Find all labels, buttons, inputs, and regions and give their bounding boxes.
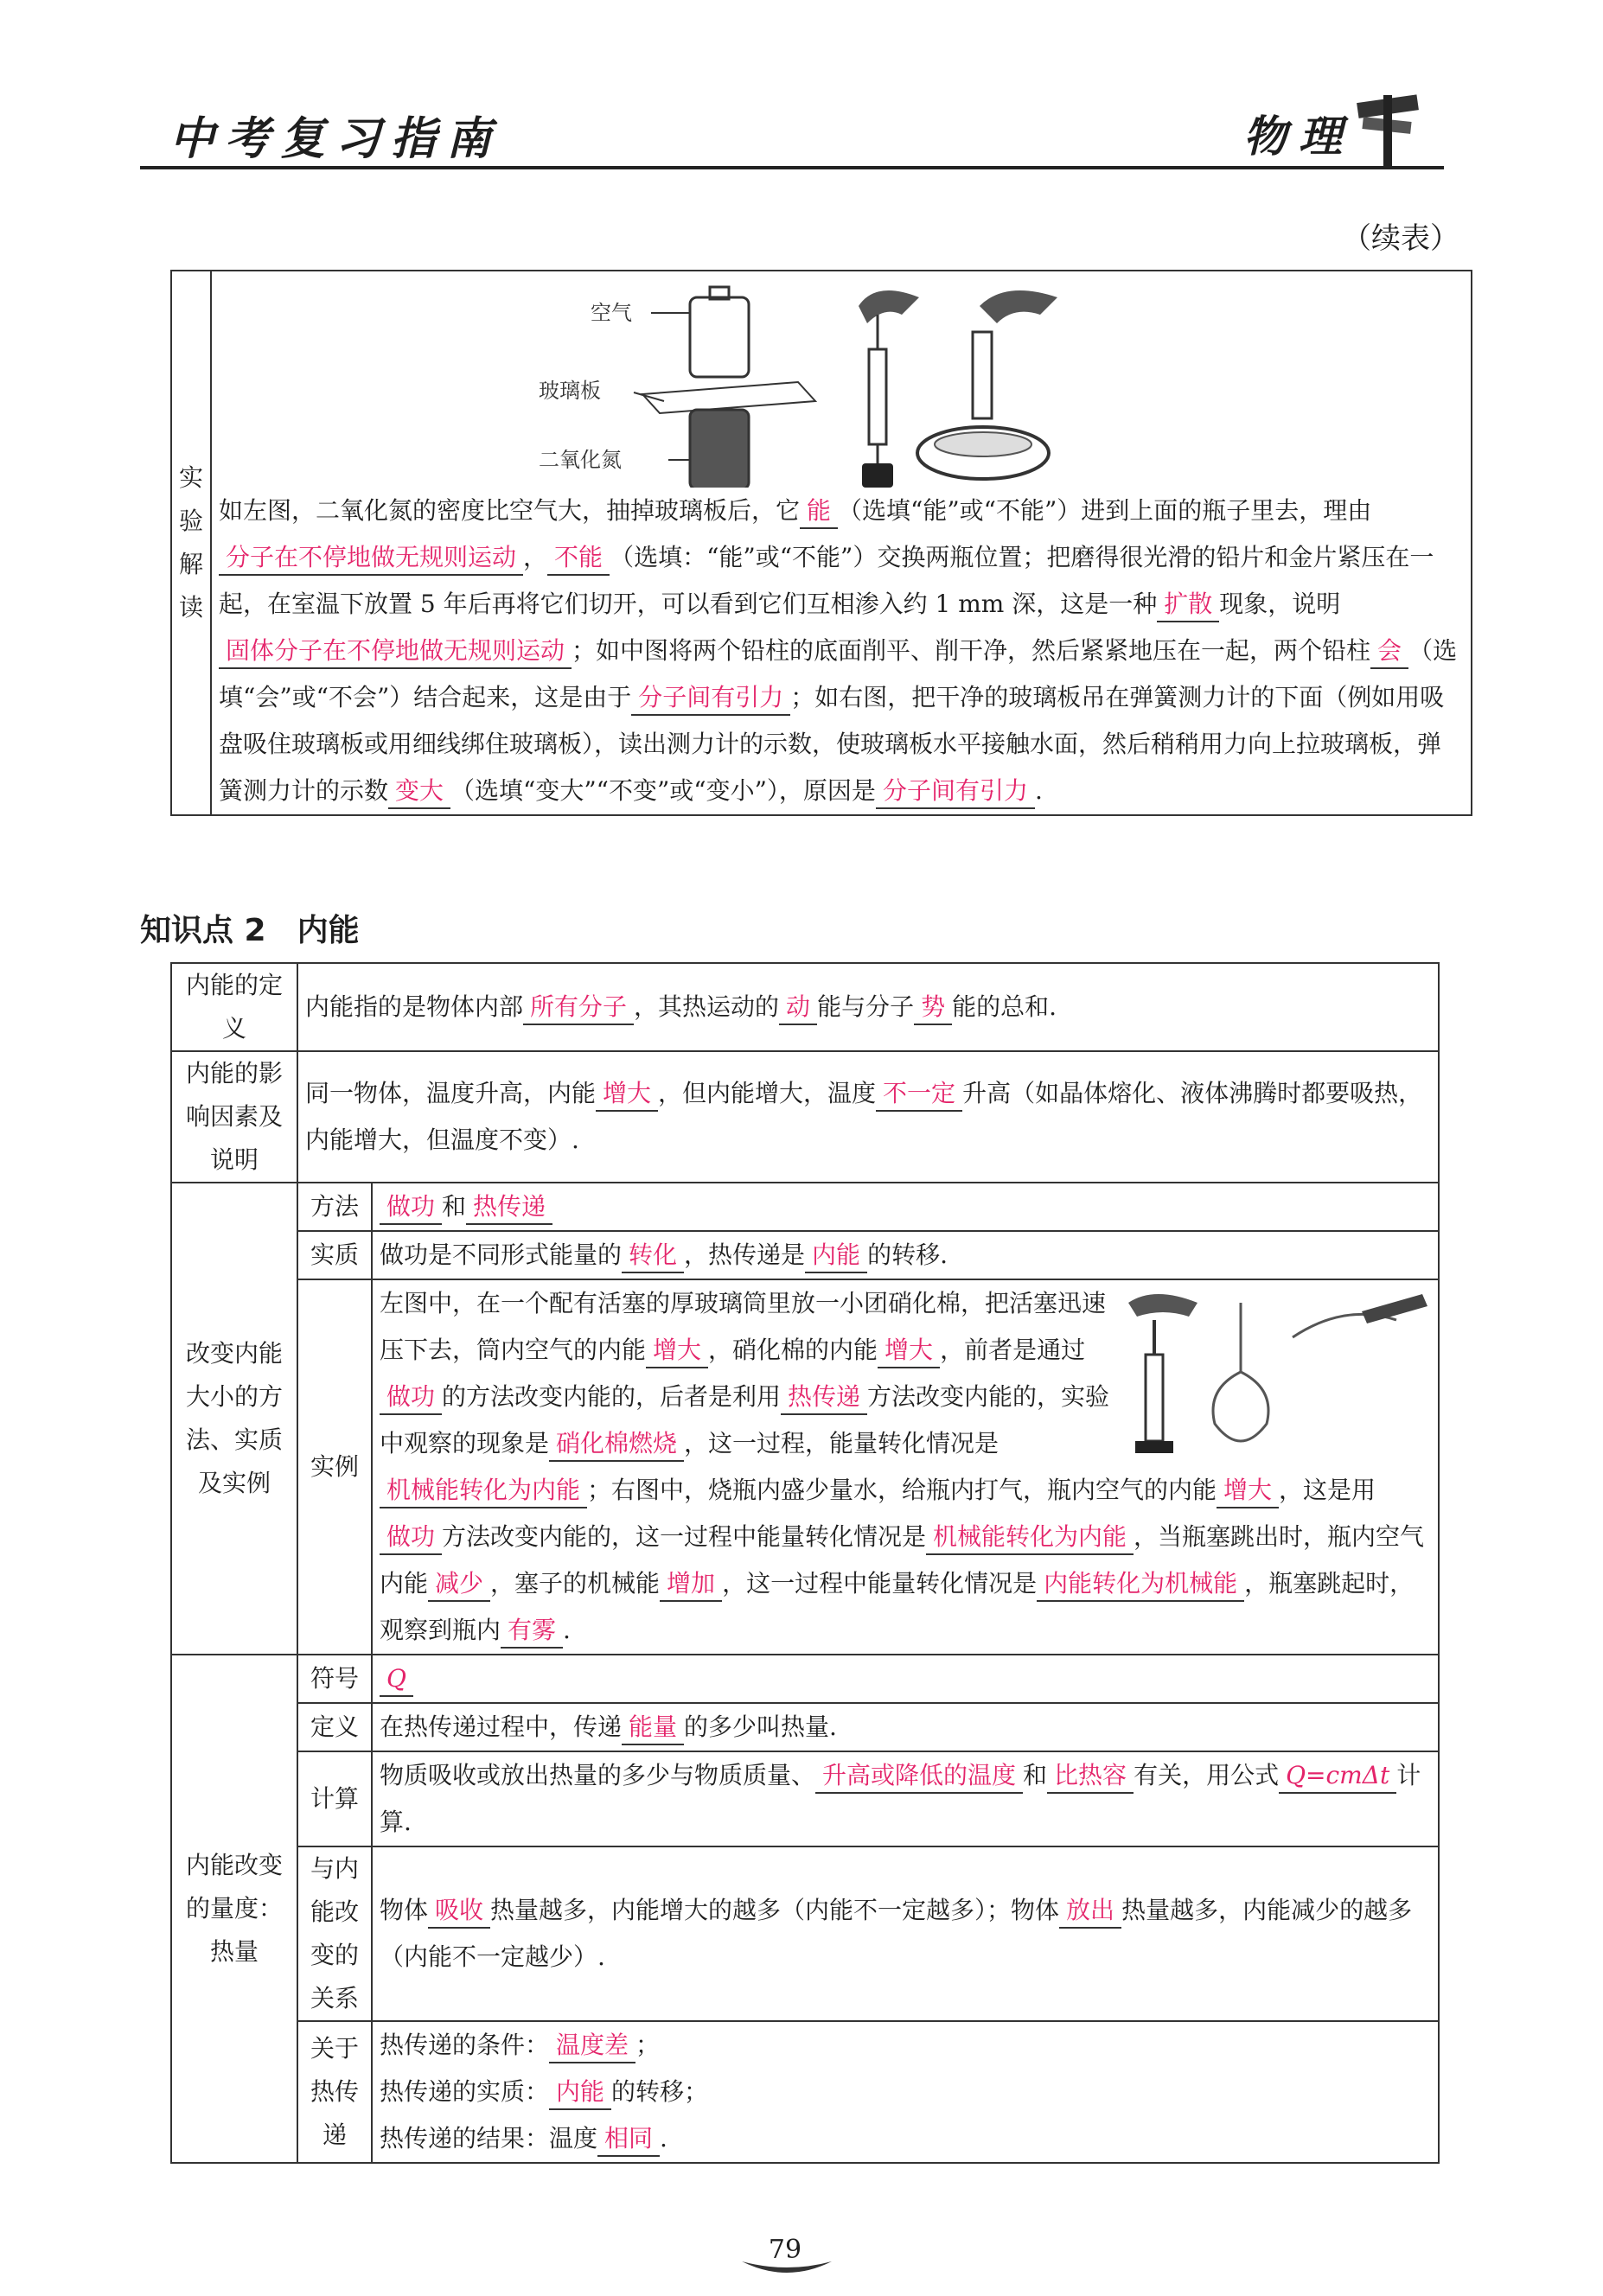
row-label: 实例: [297, 1279, 372, 1655]
header-rule: [140, 166, 1444, 169]
text-span: 热传递的结果：温度: [380, 2124, 598, 2152]
answer-blank: 所有分子: [523, 991, 634, 1025]
page-number: 79: [768, 2235, 802, 2265]
text-span: ，硝化棉的内能: [708, 1336, 878, 1364]
text-span: 能的总和.: [952, 992, 1057, 1021]
signpost-icon: [1354, 90, 1423, 168]
section-title: [140, 906, 360, 950]
text-span: 左图中，在一个配有活塞的厚玻璃筒里放一小团硝化棉，把活塞迅速压下去，筒内空气的内能: [380, 1289, 1107, 1364]
answer-blank: 不能: [547, 541, 610, 576]
text-span: ；如右图，把干净的玻璃板吊在弹簧测力计的下面（例如用吸盘吸住玻璃板或用细线绑住玻璃板），读出测力计的示数，使玻璃板水平接触水面，然后稍稍用力向上拉玻璃板，弹簧测力计的示数: [219, 683, 1445, 805]
answer-blank: 能量: [622, 1711, 684, 1745]
text-span: ，这一过程，能量转化情况是: [684, 1429, 999, 1457]
row-relation: [171, 1846, 1439, 2021]
text-span: 有关，用公式: [1134, 1761, 1280, 1789]
answer-blank: 温度差: [549, 2029, 635, 2063]
text-span: ，当瓶塞跳出时，瓶内空气内能: [380, 1522, 1425, 1598]
text-span: ，热传递是: [684, 1240, 806, 1269]
text-line: [380, 2069, 1431, 2115]
text-line: [380, 2115, 1431, 2162]
text-span: 热传递的条件：: [380, 2031, 550, 2059]
row-example: [171, 1279, 1439, 1655]
row-label: 定义: [297, 1703, 372, 1751]
answer-blank: 增大: [646, 1334, 708, 1368]
answer-blank: 放出: [1059, 1894, 1121, 1929]
answer-blank: 分子间有引力: [876, 775, 1035, 809]
text-span: 如左图，二氧化氮的密度比空气大，抽掉玻璃板后，它: [219, 496, 801, 525]
subject-title: 物理: [1243, 112, 1354, 162]
answer-blank: Q: [380, 1662, 413, 1697]
text-span: ，其热运动的: [634, 992, 780, 1021]
experiment-cell: [211, 271, 1472, 815]
row-label: 关于热传递: [297, 2021, 372, 2163]
text-span: 做功是不同形式能量的: [380, 1240, 623, 1269]
answer-blank: 会: [1370, 635, 1408, 669]
answer-blank: 做功: [380, 1521, 442, 1555]
text-span: （选填“变大”“不变”或“变小”），原因是: [450, 776, 876, 805]
answer-blank: 不一定: [876, 1077, 962, 1112]
table-cell: [297, 1051, 1439, 1183]
row-symbol: [171, 1655, 1439, 1703]
continued-note: （续表）: [1342, 221, 1459, 256]
text-span: ；右图中，烧瓶内盛少量水，给瓶内打气，瓶内空气的内能: [587, 1476, 1217, 1504]
row-essence: [171, 1231, 1439, 1279]
answer-blank: 热传递: [466, 1190, 552, 1225]
answer-blank: 机械能转化为内能: [926, 1521, 1134, 1555]
answer-blank: 相同: [597, 2122, 660, 2157]
row-factors: [171, 1051, 1439, 1183]
answer-blank: 固体分子在不停地做无规则运动: [219, 635, 572, 669]
answer-blank: 分子间有引力: [631, 681, 790, 716]
text-span: ，这一过程中能量转化情况是: [722, 1569, 1038, 1598]
answer-blank: 动: [779, 991, 817, 1025]
text-span: 计算.: [380, 1761, 1421, 1836]
text-span: ；: [635, 2031, 661, 2059]
text-span: 升高（如晶体熔化、液体沸腾时都要吸热，内能增大，但温度不变）.: [305, 1079, 1423, 1154]
answer-blank: 变大: [388, 775, 450, 809]
answer-blank: 减少: [428, 1567, 490, 1602]
book-title: 中考复习指南: [169, 113, 502, 165]
text-span: ，前者是通过: [940, 1336, 1086, 1364]
row-label: 与内能改变的关系: [297, 1846, 372, 2021]
diffusion-figure: [219, 271, 1464, 488]
text-span: 能与分子: [817, 992, 915, 1021]
figure-label-no2: 二氧化氮: [539, 448, 623, 472]
experiment-table: [170, 270, 1472, 816]
text-span: ，但内能增大，温度: [658, 1079, 877, 1107]
row-label: 方法: [297, 1183, 372, 1231]
text-span: 热传递的实质：: [380, 2077, 550, 2106]
table-cell: [372, 1183, 1439, 1231]
answer-blank: 势: [914, 991, 952, 1025]
row-label: 计算: [297, 1751, 372, 1846]
answer-blank: 机械能转化为内能: [380, 1474, 587, 1508]
table-cell: [372, 1231, 1439, 1279]
row-label: 内能的影响因素及说明: [171, 1051, 297, 1183]
answer-blank: 热传递: [781, 1381, 867, 1415]
table-cell: [372, 1703, 1439, 1751]
text-span: 方法改变内能的，这一过程中能量转化情况是: [442, 1522, 927, 1551]
row-label: 符号: [297, 1655, 372, 1703]
text-span: 的多少叫热量.: [684, 1712, 837, 1741]
answer-blank: 内能: [805, 1239, 867, 1273]
table-cell: [372, 1751, 1439, 1846]
answer-blank: 有雾: [501, 1614, 563, 1649]
text-span: ，瓶塞跳起时，观察到瓶内: [380, 1569, 1415, 1644]
text-span: 物体: [380, 1896, 429, 1924]
piston-flask-figure: [1120, 1285, 1431, 1458]
figure-label-air: 空气: [591, 301, 633, 325]
experiment-figures: [219, 271, 1464, 488]
answer-blank: 分子在不停地做无规则运动: [219, 541, 523, 576]
answer-blank: 能: [800, 494, 838, 529]
text-span: ，这是用: [1279, 1476, 1376, 1504]
row-label: 内能的定义: [171, 963, 297, 1051]
text-span: .: [660, 2124, 667, 2152]
table-cell: [297, 963, 1439, 1051]
text-span: ；如中图将两个铅柱的底面削平、削干净，然后紧紧地压在一起，两个铅柱: [572, 636, 1371, 665]
answer-blank: 比热容: [1047, 1759, 1134, 1794]
answer-blank: 内能: [549, 2076, 611, 2110]
row-calculation: [171, 1751, 1439, 1846]
text-span: ，: [523, 543, 548, 571]
text-span: （选填“能”或“不能”）进到上面的瓶子里去，理由: [838, 496, 1372, 525]
text-span: 知识点 2: [140, 913, 266, 948]
text-span: 内能: [297, 913, 360, 948]
text-span: 的转移；: [611, 2077, 709, 2106]
table-cell: [372, 1846, 1439, 2021]
table-cell: [372, 2021, 1439, 2163]
answer-blank: 吸收: [428, 1894, 490, 1929]
table-cell: [372, 1655, 1439, 1703]
text-span: 和: [442, 1192, 467, 1221]
text-span: .: [563, 1616, 571, 1644]
answer-blank: 升高或降低的温度: [815, 1759, 1023, 1794]
figure-label-glass: 玻璃板: [539, 379, 602, 403]
answer-blank: 扩散: [1157, 588, 1219, 622]
text-span: 和: [1023, 1761, 1048, 1789]
text-span: 同一物体，温度升高，内能: [305, 1079, 597, 1107]
text-span: 的转移.: [867, 1240, 948, 1269]
experiment-text: [219, 488, 1464, 814]
text-line: [380, 2022, 1431, 2069]
text-span: 在热传递过程中，传递: [380, 1712, 623, 1741]
text-span: 内能指的是物体内部: [305, 992, 524, 1021]
text-span: 热量越多，内能减少的越多（内能不一定越少）.: [380, 1896, 1413, 1971]
answer-blank: 增加: [660, 1567, 722, 1602]
row-heat-transfer: [171, 2021, 1439, 2163]
text-span: .: [1034, 776, 1043, 805]
text-span: 现象，说明: [1219, 590, 1341, 618]
row-heat-definition: [171, 1703, 1439, 1751]
row-definition: [171, 963, 1439, 1051]
row-method: [171, 1183, 1439, 1231]
text-span: （选填：“能”或“不能”）交换两瓶位置；把磨得很光滑的铅片和金片紧压在一起，在室温下放置 5 年后再将它们切开，可以看到它们互相渗入约 1 mm 深，这是一种: [219, 543, 1434, 618]
heat-label: 内能改变的量度：热量: [171, 1655, 297, 2163]
text-span: 的方法改变内能的，后者是利用: [442, 1382, 782, 1411]
text-span: ，塞子的机械能: [490, 1569, 661, 1598]
text-span: 物质吸收或放出热量的多少与物质质量、: [380, 1761, 816, 1789]
table-cell: [372, 1279, 1439, 1655]
answer-blank: 增大: [1217, 1474, 1279, 1508]
answer-blank: 做功: [380, 1381, 442, 1415]
answer-blank: 增大: [596, 1077, 658, 1112]
text-span: （选填“会”或“不会”）结合起来，这是由于: [219, 636, 1458, 711]
answer-blank: 增大: [878, 1334, 940, 1368]
text-span: 热量越多，内能增大的越多（内能不一定越多）；物体: [490, 1896, 1060, 1924]
row-label: 实质: [297, 1231, 372, 1279]
internal-energy-table: [170, 962, 1440, 2164]
experiment-label: 实验解读: [171, 271, 211, 815]
answer-blank: Q=cmΔt: [1279, 1759, 1396, 1794]
answer-blank: 做功: [380, 1190, 442, 1225]
answer-blank: 硝化棉燃烧: [549, 1427, 684, 1462]
text-span: 方法改变内能的，实验中观察的现象是: [380, 1382, 1110, 1457]
change-label: 改变内能大小的方法、实质及实例: [171, 1183, 297, 1655]
answer-blank: 转化: [622, 1239, 684, 1273]
answer-blank: 内能转化为机械能: [1037, 1567, 1244, 1602]
